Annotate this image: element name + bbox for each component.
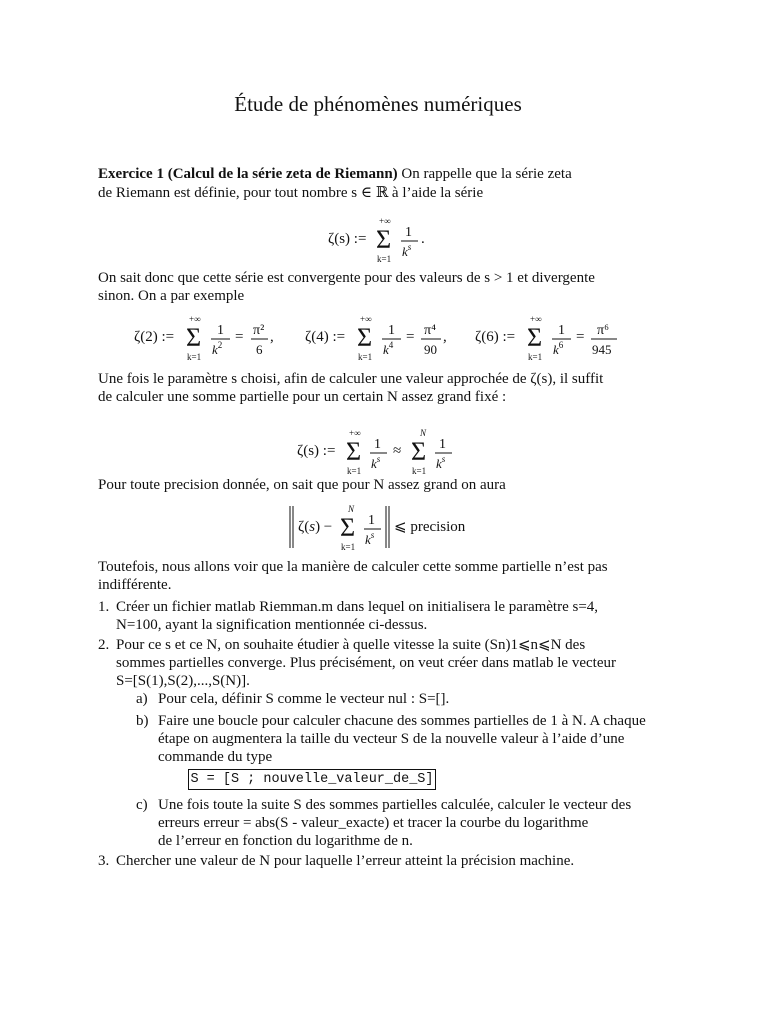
exercise-intro-line2: de Riemann est définie, pour tout nombre s ∈ ℝ à l’aide la série — [98, 185, 484, 201]
sublist-item — [136, 690, 676, 708]
sum-top: +∞ — [379, 216, 391, 226]
paragraph-partial-sum-2: de calculer une somme partielle pour un certain N assez grand fixé : — [98, 389, 507, 405]
sublist-a-line1: Pour cela, définir S comme le vecteur nul : S=[]. — [158, 691, 450, 707]
sublist-letter: a) — [136, 691, 148, 707]
paragraph-partial-sum-1: Une fois le paramètre s choisi, afin de calculer une valeur approchée de ζ(s), il suffit — [98, 371, 604, 387]
approx-lhs: ζ(s) := — [297, 443, 336, 459]
svg-text:+∞: +∞ — [360, 314, 372, 324]
sublist-letter: c) — [136, 797, 148, 813]
svg-text:k4: $k^4$ — [383, 340, 394, 357]
paragraph-convergence-1: On sait donc que cette série est convergente pour des valeurs de s > 1 et divergente — [98, 270, 595, 286]
svg-text:ks: $k^s$ — [365, 530, 375, 547]
svg-text:Σ: Σ — [186, 323, 202, 352]
svg-text:1: 1 — [217, 323, 224, 338]
sum-top-N: N — [420, 428, 427, 438]
svg-text:k6: $k^6$ — [553, 340, 564, 357]
svg-text:k2: $k^2$ — [212, 340, 223, 357]
svg-text:,: , — [270, 329, 274, 345]
sublist-b-line1: Faire une boucle pour calculer chacune des sommes partielles de 1 à N. A chaque — [158, 713, 646, 729]
svg-text:1: 1 — [368, 513, 375, 528]
list-item — [98, 636, 658, 696]
zeta4-numerator: π⁴ — [424, 323, 436, 338]
exercise-heading: (Calcul de la série zeta de Riemann) — [167, 166, 398, 182]
svg-text:ks: $k^s$ — [402, 242, 412, 259]
svg-text:1: 1 — [388, 323, 395, 338]
exercise-label: Exercice 1 — [98, 166, 164, 182]
zeta-examples-formula — [98, 310, 658, 366]
svg-text:k=1: k=1 — [187, 352, 202, 362]
svg-text:1: 1 — [374, 437, 381, 452]
document-title: Étude de phénomènes numériques — [234, 92, 522, 116]
svg-text:k=1: k=1 — [412, 466, 427, 476]
svg-text:,: , — [443, 329, 447, 345]
list-item-2-line2: sommes partielles converge. Plus précisément, on veut créer dans matlab le vecteur — [116, 655, 616, 671]
zeta-approximation-formula — [98, 424, 658, 480]
svg-text:=: = — [235, 329, 244, 345]
sum-bottom: k=1 — [377, 254, 392, 264]
zeta6-denominator: 945 — [592, 342, 612, 357]
svg-text:k=1: k=1 — [528, 352, 543, 362]
svg-text:.: . — [421, 231, 425, 247]
zeta6-lhs: ζ(6) := — [475, 329, 516, 345]
svg-text:+∞: +∞ — [530, 314, 542, 324]
svg-text:=: = — [576, 329, 585, 345]
svg-text:Σ: Σ — [411, 437, 427, 466]
svg-text:1: 1 — [439, 437, 446, 452]
svg-text:+∞: +∞ — [189, 314, 201, 324]
sublist-item — [136, 712, 676, 768]
sublist-b-line2: étape on augmentera la taille du vecteur S de la nouvelle valeur à l’aide d’une — [158, 731, 625, 747]
zeta4-lhs: ζ(4) := — [305, 329, 346, 345]
svg-text:Σ: Σ — [346, 437, 362, 466]
svg-text:k=1: k=1 — [358, 352, 373, 362]
numerator-one: 1 — [405, 225, 412, 240]
sublist-letter: b) — [136, 713, 149, 729]
paragraph-precision: Pour toute precision donnée, on sait que pour N assez grand on aura — [98, 477, 506, 493]
svg-text:ks: $k^s$ — [436, 454, 446, 471]
exercise-intro — [98, 165, 658, 183]
zeta-def-lhs: ζ(s) := — [328, 231, 367, 247]
list-item-1-line1: Créer un fichier matlab Riemman.m dans lequel on initialisera le paramètre s=4, — [116, 599, 599, 615]
code-box: S = [S ; nouvelle_valeur_de_S] — [188, 769, 436, 790]
list-number: 3. — [98, 853, 110, 869]
list-number: 1. — [98, 599, 110, 615]
svg-text:Σ: Σ — [527, 323, 543, 352]
zeta2-numerator: π² — [253, 323, 265, 338]
svg-text:=: = — [406, 329, 415, 345]
zeta6-numerator: π⁶ — [597, 323, 609, 338]
exercise-intro-line1: On rappelle que la série zeta — [401, 166, 572, 182]
svg-text:ks: $k^s$ — [371, 454, 381, 471]
zeta-definition-formula — [98, 212, 658, 268]
svg-text:k=1: k=1 — [341, 542, 356, 552]
precision-inequality-formula — [98, 500, 658, 556]
svg-text:Σ: Σ — [357, 323, 373, 352]
svg-text:1: 1 — [558, 323, 565, 338]
paragraph-however-2: indifférente. — [98, 577, 172, 593]
paragraph-convergence-2: sinon. On a par exemple — [98, 288, 245, 304]
svg-text:Σ: Σ — [340, 513, 356, 542]
list-item-2-line3: S=[S(1),S(2),...,S(N)]. — [116, 673, 250, 689]
document-page — [98, 0, 658, 1024]
list-item — [98, 852, 658, 872]
svg-text:ζ(s) −: ζ(s) − — [298, 519, 333, 535]
sublist-c-line3: de l’erreur en fonction du logarithme de n. — [158, 833, 413, 849]
svg-text:Σ: Σ — [376, 225, 392, 254]
sublist-item — [136, 796, 676, 852]
sublist-c-line2: erreurs erreur = abs(S - valeur_exacte) et tracer la courbe du logarithme — [158, 815, 589, 831]
svg-text:k=1: k=1 — [347, 466, 362, 476]
zeta2-denominator: 6 — [256, 342, 263, 357]
svg-text:+∞: +∞ — [349, 428, 361, 438]
svg-text:N: N — [348, 504, 355, 514]
sublist-b-line3: commande du type — [158, 749, 273, 765]
zeta4-denominator: 90 — [424, 342, 437, 357]
list-number: 2. — [98, 637, 110, 653]
list-item — [98, 598, 658, 638]
sublist-c-line1: Une fois toute la suite S des sommes partielles calculée, calculer le vecteur des — [158, 797, 632, 813]
list-item-3-line1: Chercher une valeur de N pour laquelle l’erreur atteint la précision machine. — [116, 853, 575, 869]
precision-rhs: ⩽ precision — [394, 519, 466, 535]
list-item-1-line2: N=100, ayant la signification mentionnée ci-dessus. — [116, 617, 428, 633]
list-item-2-line1: Pour ce s et ce N, on souhaite étudier à quelle vitesse la suite (Sn)1⩽n⩽N des — [116, 637, 586, 653]
zeta2-lhs: ζ(2) := — [134, 329, 175, 345]
paragraph-however-1: Toutefois, nous allons voir que la manière de calculer cette somme partielle n’est pas — [98, 559, 608, 575]
approx-symbol: ≈ — [393, 443, 402, 459]
